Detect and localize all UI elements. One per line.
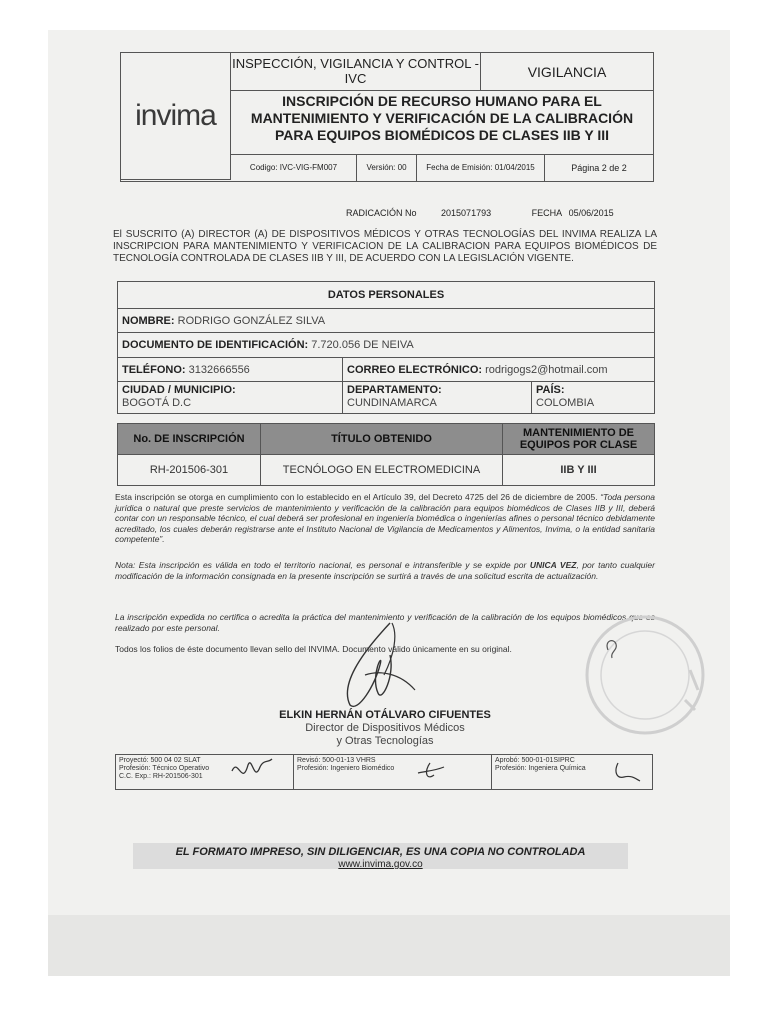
department-value: CUNDINAMARCA [347, 397, 437, 409]
col-header-number: No. DE INSCRIPCIÓN [118, 424, 261, 454]
signer-role-line1: Director de Dispositivos Médicos [305, 722, 465, 734]
inscription-number: RH-201506-301 [118, 455, 261, 485]
phone-cell [118, 358, 343, 382]
contact-row [118, 358, 654, 382]
reviewed-cell [294, 755, 492, 789]
document-header [120, 52, 654, 182]
website-link[interactable]: www.invima.gov.co [338, 859, 423, 870]
director-signature [320, 615, 430, 715]
document-title: INSCRIPCIÓN DE RECURSO HUMANO PARA EL MANTENIMIENTO Y VERIFICACIÓN DE LA CALIBRACIÓN PARA EQUIPOS BIOMÉDICOS DE CLASES IIB Y III [231, 91, 653, 155]
document-code: Codigo: IVC-VIG-FM007 [231, 155, 357, 181]
note-text-cont: , por tanto cualquier modificación de la información consignada en la presente inscripción se surtirá a través de una solicitud escrita de actualización. [115, 560, 655, 581]
reviewed-profession: Profesión: Ingeniero Biomédico [297, 765, 395, 772]
signer-role [255, 722, 515, 748]
issue-date: Fecha de Emisión: 01/04/2015 [417, 155, 545, 181]
area-label: INSPECCIÓN, VIGILANCIA Y CONTROL - IVC [231, 53, 481, 91]
approved-signature [610, 759, 644, 785]
radicacion-number: 2015071793 [441, 208, 492, 218]
country-cell [532, 382, 654, 413]
phone-label: TELÉFONO: [122, 364, 186, 376]
city-value: BOGOTÁ D.C [122, 397, 192, 409]
id-label: DOCUMENTO DE IDENTIFICACIÓN: [122, 339, 309, 351]
id-row [118, 333, 654, 358]
signer-name: ELKIN HERNÁN OTÁLVARO CIFUENTES [279, 709, 491, 721]
legal-quote: “Toda persona jurídica o natural que preste servicios de mantenimiento y verificación de la calibración para equipos biomédicos de Clases IIB y III, deberá contar con un responsable técnico, el cual deberá ser profesional en ingeniería biomédica o ingenierías afines o personal técnico debidamente acreditado, los cuales deberán registrarse ante el Instituto Nacional de Vigilancia de Medicamentos y Alimentos, Invima, o la entidad sanitaria competente”. [115, 492, 655, 544]
projected-signature [228, 753, 274, 789]
seal-paragraph: Todos los folios de éste documento llevan sello del INVIMA. Documento válido únicamente en su original. [115, 644, 512, 654]
email-cell [343, 358, 654, 382]
document-version: Versión: 00 [357, 155, 417, 181]
radicacion-label: RADICACIÓN No [346, 208, 417, 218]
inscription-table-row [118, 455, 654, 485]
invima-seal [580, 610, 710, 740]
phone-value: 3132666556 [188, 364, 250, 376]
approved-profession: Profesión: Ingeniera Química [495, 765, 586, 772]
legal-paragraph [115, 492, 655, 545]
approved-cell [492, 755, 652, 789]
approvals-table [115, 754, 653, 790]
process-label: VIGILANCIA [481, 53, 653, 91]
email-label: CORREO ELECTRÓNICO: [347, 364, 483, 376]
department-label: DEPARTAMENTO: [347, 384, 442, 396]
country-label: PAÍS: [536, 384, 565, 396]
note-emphasis: UNICA VEZ [529, 560, 577, 570]
country-value: COLOMBIA [536, 397, 595, 409]
projected-cell [116, 755, 294, 789]
signer-role-line2: y Otras Tecnologías [336, 735, 434, 747]
invima-logo [121, 53, 231, 180]
col-header-title: TÍTULO OBTENIDO [261, 424, 503, 454]
radicacion-line [346, 208, 646, 218]
page-bottom-shadow [48, 915, 730, 976]
intro-paragraph: El SUSCRITO (A) DIRECTOR (A) DE DISPOSITIVOS MÉDICOS Y OTRAS TECNOLOGÍAS DEL INVIMA REALIZA LA INSCRIPCION PARA MANTENIMIENTO Y VERIFICACION DE LA CALIBRACION PARA EQUIPOS BIOMÉDICOS DE TECNOLOGÍA CONTROLADA DE CLASES IIB Y III, DE ACUERDO CON LA LEGISLACIÓN VIGENTE. [113, 229, 657, 264]
city-label: CIUDAD / MUNICIPIO: [122, 384, 236, 396]
inscription-table-header [118, 424, 654, 455]
email-value: rodrigogs2@hotmail.com [485, 364, 608, 376]
note-text: Nota: Esta inscripción es válida en todo el territorio nacional, es personal e intransferible y se expide por [115, 560, 527, 570]
degree-title: TECNÓLOGO EN ELECTROMEDICINA [261, 455, 503, 485]
approved-by: Aprobó: 500-01-01SIPRC [495, 757, 575, 764]
location-row [118, 382, 654, 413]
id-value: 7.720.056 DE NEIVA [311, 339, 414, 351]
projected-id: C.C. Exp.: RH-201506-301 [119, 773, 203, 780]
city-cell [118, 382, 343, 413]
projected-by: Proyectó: 500 04 02 SLAT [119, 757, 201, 764]
reviewed-by: Revisó: 500-01-13 VHRS [297, 757, 376, 764]
name-row [118, 309, 654, 333]
note-paragraph [115, 560, 655, 581]
projected-profession: Profesión: Técnico Operativo [119, 765, 210, 772]
radicacion-date: 05/06/2015 [568, 208, 614, 218]
department-cell [343, 382, 532, 413]
personal-data-table [117, 281, 655, 414]
uncontrolled-copy-notice: EL FORMATO IMPRESO, SIN DILIGENCIAR, ES UNA COPIA NO CONTROLADA [175, 846, 586, 858]
equipment-classes: IIB Y III [560, 464, 597, 476]
radicacion-date-label: FECHA [531, 208, 563, 218]
col-header-classes: MANTENIMIENTO DE EQUIPOS POR CLASE [519, 427, 638, 451]
inscription-table [117, 423, 655, 486]
disclaimer-paragraph: La inscripción expedida no certifica o acredita la práctica del mantenimiento y verificación de la calibración de los equipos biomédicos que es realizado por este personal. [115, 612, 655, 633]
name-label: NOMBRE: [122, 315, 175, 327]
legal-text: Esta inscripción se otorga en cumplimiento con lo establecido en el Artículo 39, del Decreto 4725 del 26 de diciembre de 2005. [115, 492, 598, 502]
personal-data-title: DATOS PERSONALES [118, 282, 654, 309]
page-number: Página 2 de 2 [571, 163, 627, 173]
name-value: RODRIGO GONZÁLEZ SILVA [177, 315, 326, 327]
reviewed-signature [416, 759, 446, 783]
logo-text: invima [135, 99, 216, 132]
